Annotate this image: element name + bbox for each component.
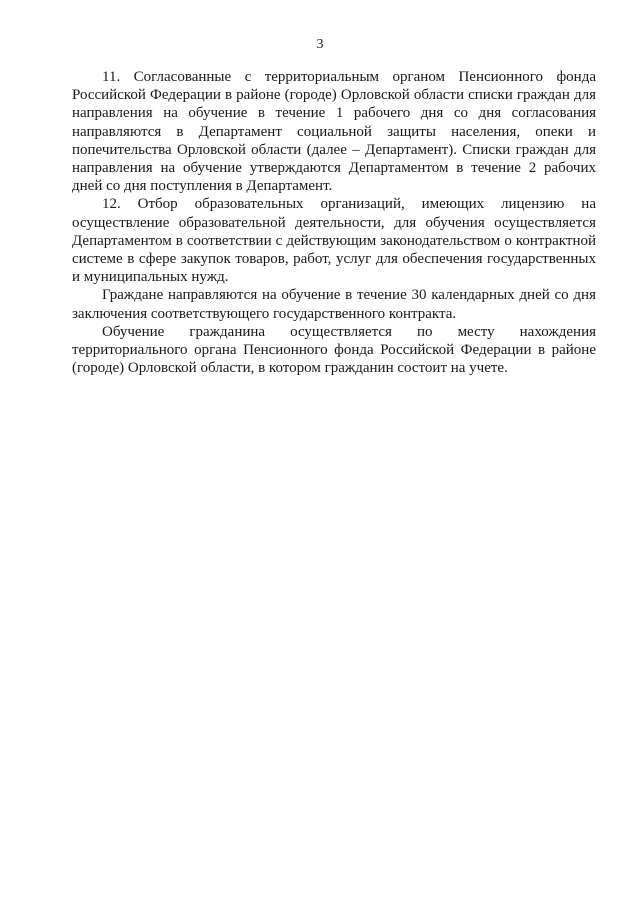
paragraph-12: 12. Отбор образовательных организаций, имеющих лицензию на осуществление образовательной деятельности, для обучения осуществляется Департаментом в соответствии с действующим законодательством о контрактной системе в сфере закупок товаров, работ, услуг для обеспечения государственных и муниципальных нужд. [72, 196, 596, 286]
page-number: 3 [316, 37, 324, 52]
paragraph-11: 11. Согласованные с территориальным органом Пенсионного фонда Российской Федерации в районе (городе) Орловской области списки граждан для направления на обучение в течение 1 рабочего дня со дня согласования направляются в Департамент социальной защиты населения, опеки и попечительства Орловской области (далее – Департамент). Списки граждан для направления на обучение утверждаются Департаментом в течение 2 рабочих дней со дня поступления в Департамент. [72, 69, 596, 195]
paragraph-training-location: Обучение гражданина осуществляется по месту нахождения территориального органа Пенсионного фонда Российской Федерации в районе (городе) Орловской области, в котором гражданин состоит на учете. [72, 323, 596, 377]
document-body [72, 68, 596, 377]
paragraph-training-term: Граждане направляются на обучение в течение 30 календарных дней со дня заключения соответствующего государственного контракта. [72, 287, 596, 322]
